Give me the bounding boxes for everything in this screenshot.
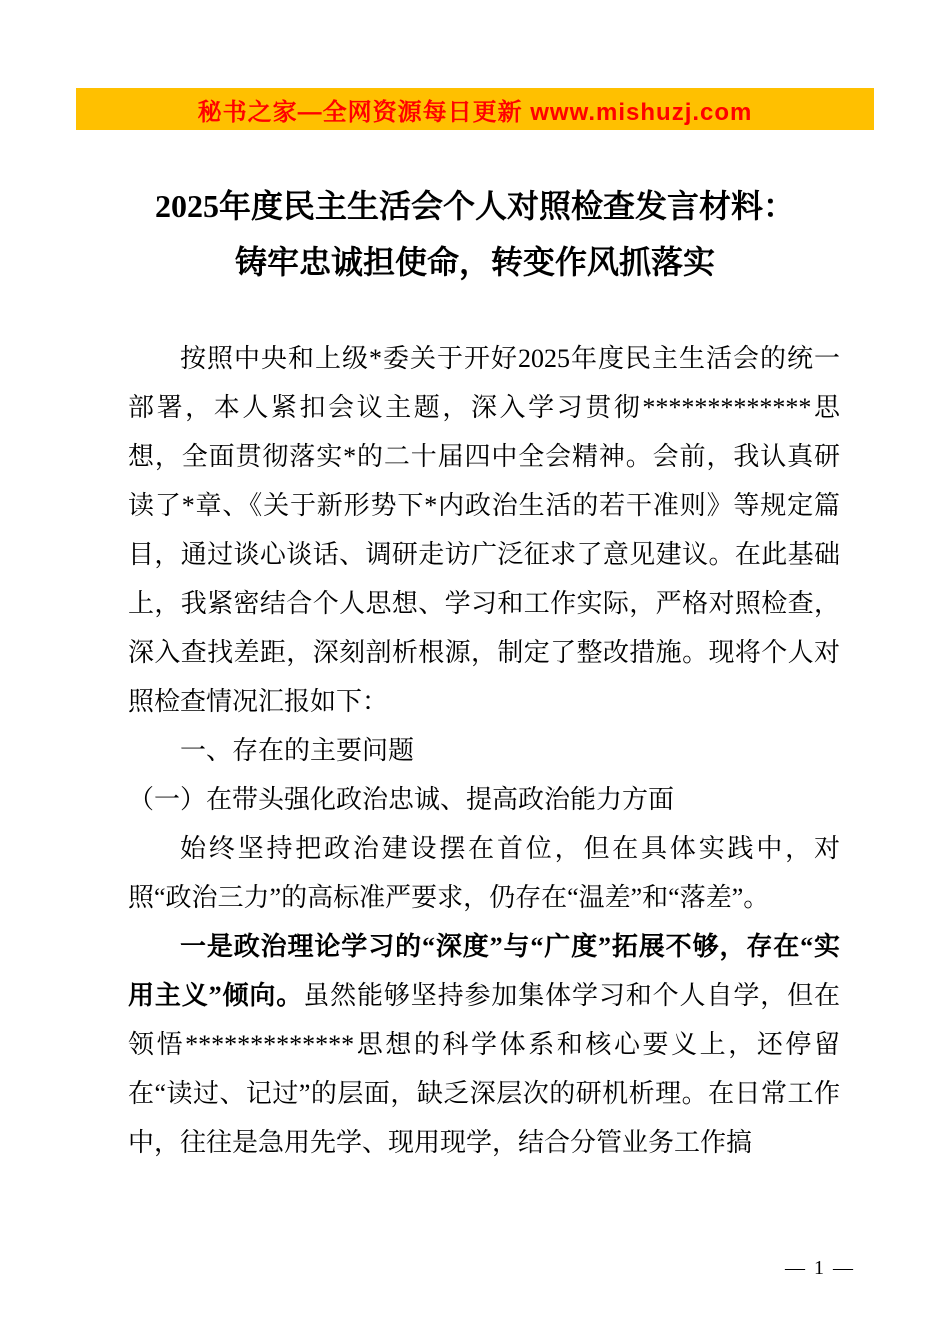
site-banner-text: 秘书之家—全网资源每日更新 www.mishuzj.com bbox=[197, 98, 753, 126]
document-title bbox=[60, 178, 890, 290]
document-title-line2: 铸牢忠诚担使命，转变作风抓落实 bbox=[234, 244, 715, 280]
paragraph-3-rest: 虽然能够坚持参加集体学习和个人自学，但在领悟*************思想的科学体系和核心要义上，还停留在“读过、记过”的层面，缺乏深层次的研机析理。在日常工作中，往往是急用先学、现用现学，结合分管业务工作搞 bbox=[128, 981, 840, 1157]
site-banner bbox=[76, 88, 874, 130]
section-heading-1-1: （一）在带头强化政治忠诚、提高政治能力方面 bbox=[128, 785, 675, 814]
paragraph-intro: 按照中央和上级*委关于开好2025年度民主生活会的统一部署，本人紧扣会议主题，深入学习贯彻*************思想，全面贯彻落实*的二十届四中全会精神。会前，我认真研读了*章、《关于新形势下*内政治生活的若干准则》等规定篇目，通过谈心谈话、调研走访广泛征求了意见建议。在此基础上，我紧密结合个人思想、学习和工作实际，严格对照检查，深入查找差距，深刻剖析根源，制定了整改措施。现将个人对照检查情况汇报如下： bbox=[128, 344, 840, 716]
paragraph-2: 始终坚持把政治建设摆在首位，但在具体实践中，对照“政治三力”的高标准严要求，仍存在“温差”和“落差”。 bbox=[128, 834, 840, 912]
paragraph-3 bbox=[128, 922, 840, 1167]
document-title-line1: 2025年度民主生活会个人对照检查发言材料： bbox=[154, 188, 795, 224]
document-body bbox=[128, 334, 840, 1167]
paragraph-3-lead: 一是政治理论学习的“深度”与“广度”拓展不够，存在“实用主义”倾向。 bbox=[128, 932, 840, 1010]
page-number: — 1 — bbox=[785, 1257, 855, 1279]
section-heading-1: 一、存在的主要问题 bbox=[180, 736, 415, 765]
